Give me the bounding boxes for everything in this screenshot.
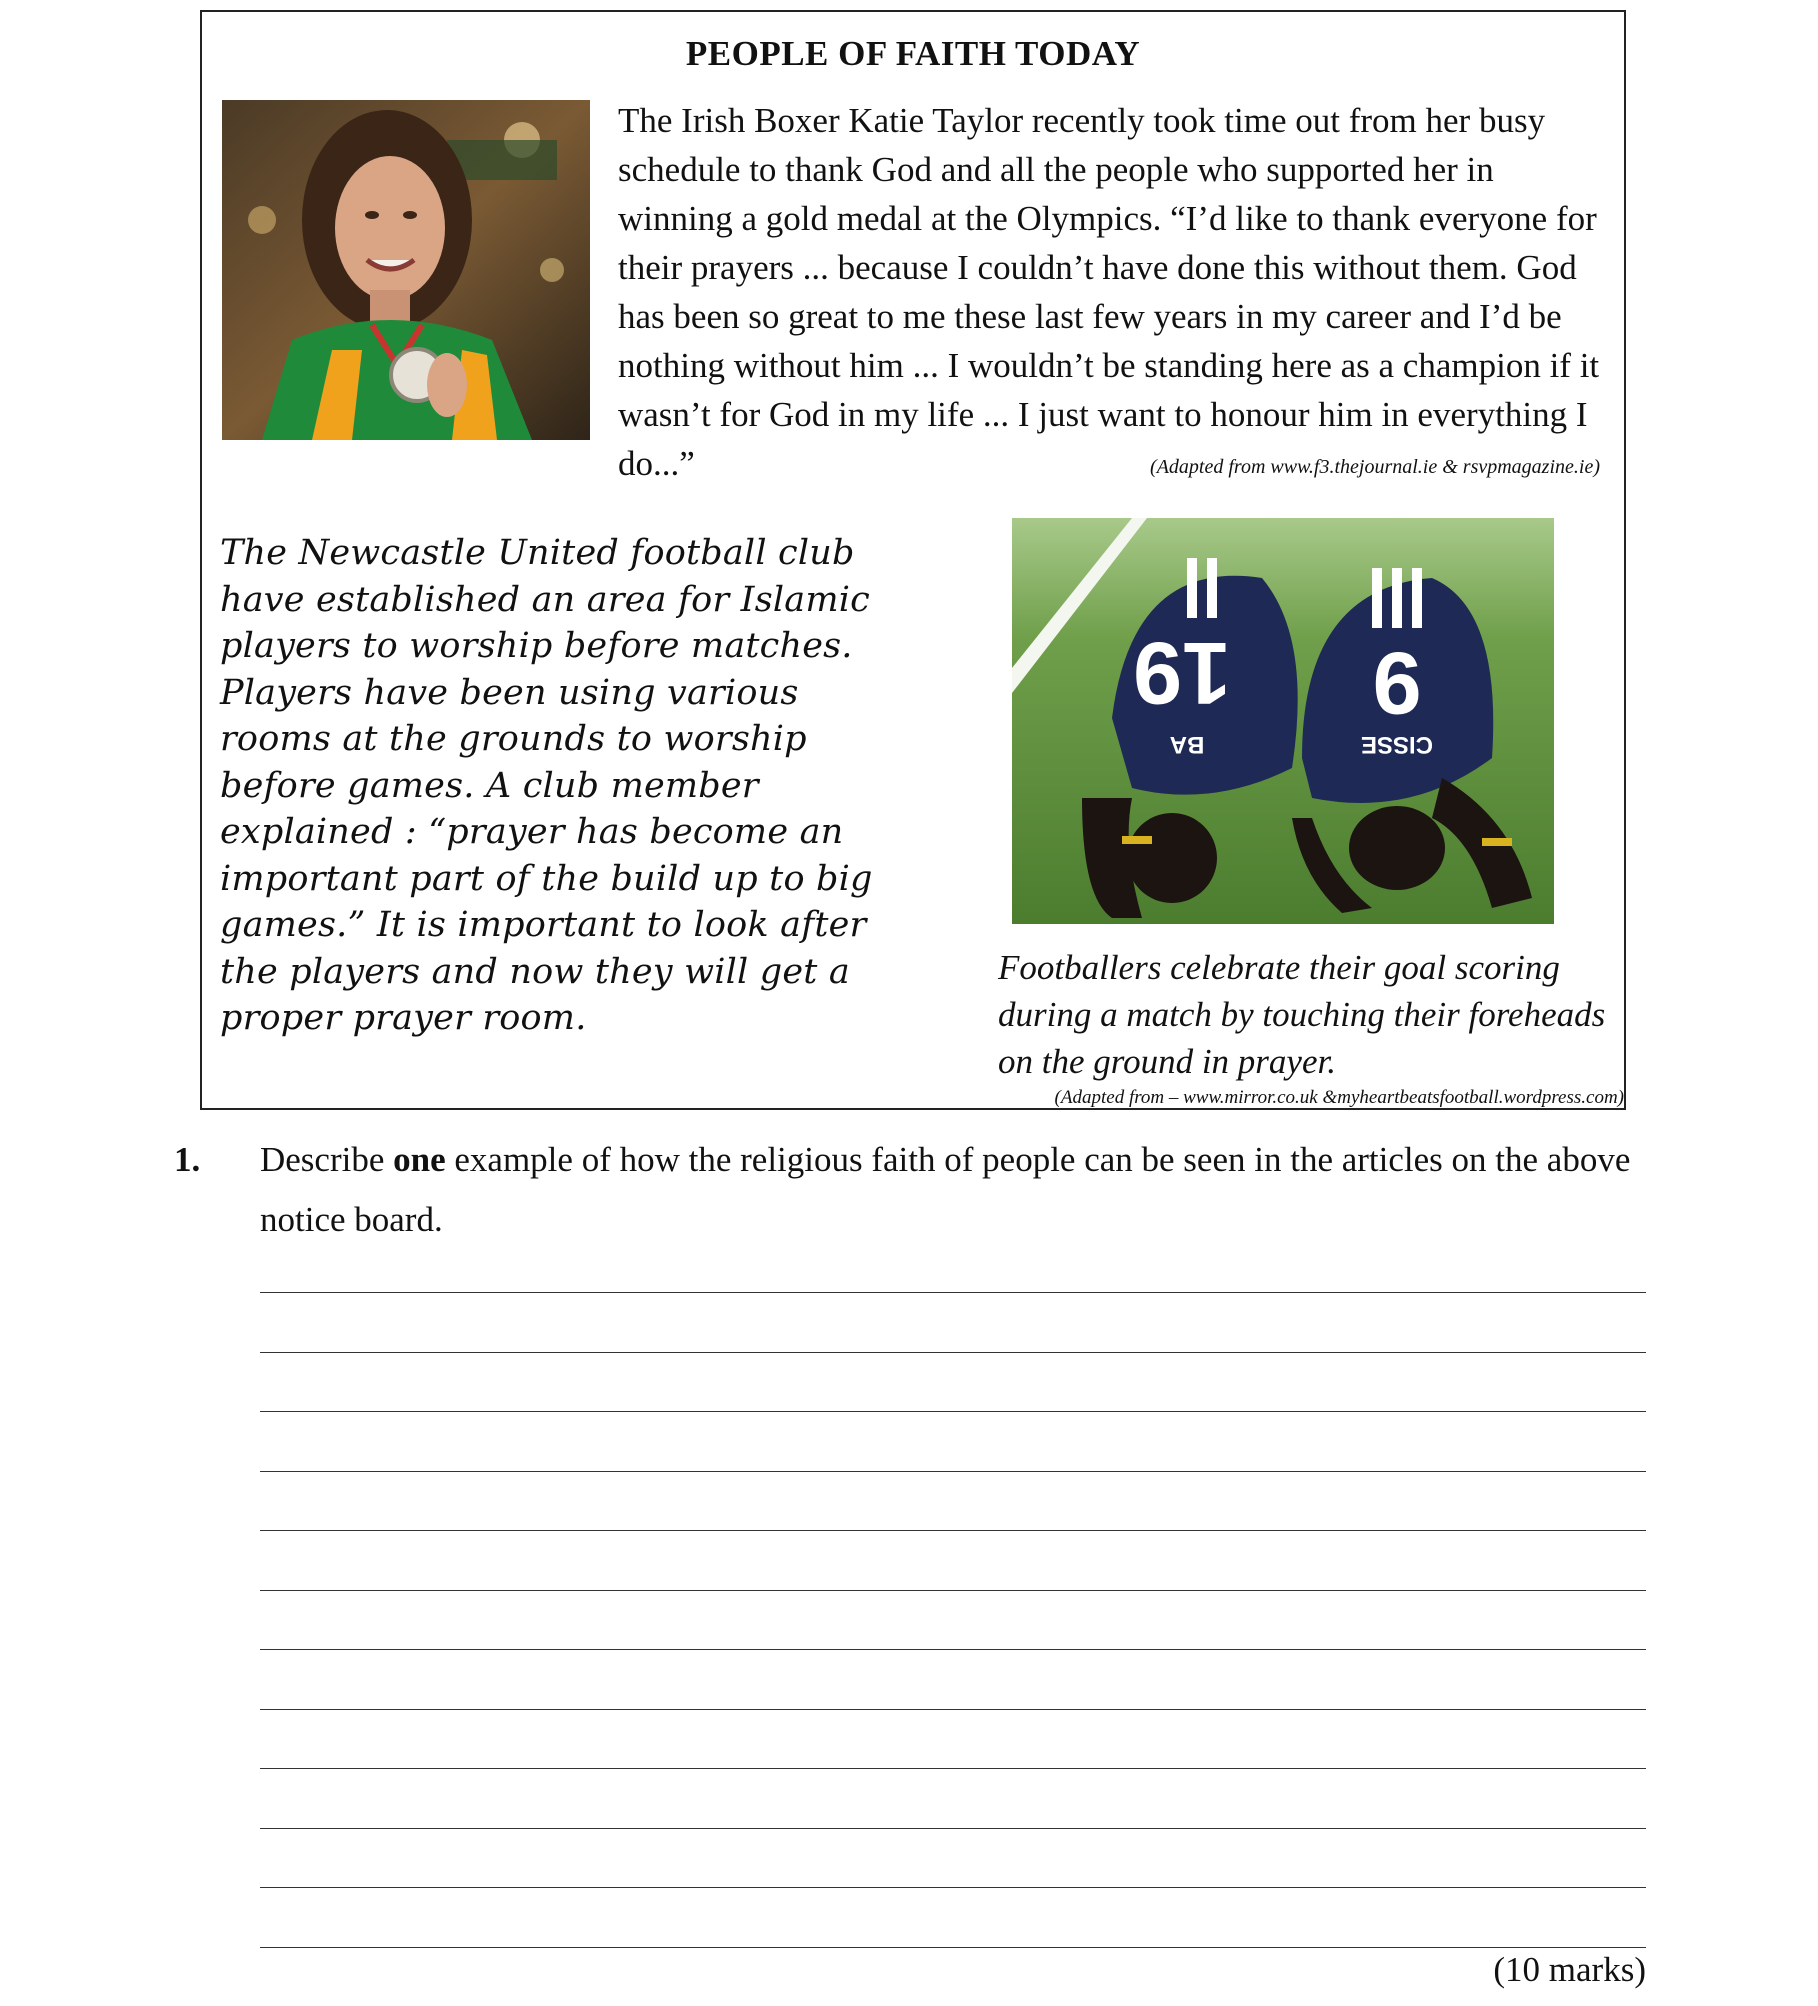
question-number: 1. — [174, 1140, 201, 1179]
question-text-end: example of how the religious faith of people can be seen in the articles on the above notice board. — [260, 1140, 1631, 1239]
answer-line[interactable] — [260, 1292, 1646, 1293]
question-text — [260, 1130, 1660, 1250]
katie-taylor-photo — [222, 100, 590, 440]
footballers-source: (Adapted from – www.mirror.co.uk &myheartbeatsfootball.wordpress.com) — [1054, 1087, 1624, 1108]
answer-line[interactable] — [260, 1352, 1646, 1353]
left-jersey-name: BA — [1169, 731, 1205, 758]
footballers-praying-photo — [1012, 518, 1554, 924]
newcastle-article: The Newcastle United football club have established an area for Islamic players to worship before matches. Players have been using various rooms at the grounds to worship before games. A club member explained : “prayer has become an important part of the build up to big games.” It is important to look after the players and now they will get a proper prayer room. — [220, 533, 873, 1038]
answer-line[interactable] — [260, 1649, 1646, 1650]
answer-line[interactable] — [260, 1411, 1646, 1412]
answer-line[interactable] — [260, 1768, 1646, 1769]
question-text-emphasis: one — [393, 1140, 446, 1179]
board-title: PEOPLE OF FAITH TODAY — [685, 34, 1141, 73]
question-text-start: Describe — [260, 1140, 394, 1179]
right-jersey-number: 9 — [1372, 634, 1422, 733]
answer-area[interactable] — [260, 1292, 1646, 2006]
footballers-caption: Footballers celebrate their goal scoring during a match by touching their foreheads on the ground in prayer. — [998, 948, 1606, 1081]
answer-line[interactable] — [260, 1947, 1646, 1948]
left-jersey-number: 19 — [1133, 624, 1231, 723]
answer-line[interactable] — [260, 1828, 1646, 1829]
answer-line[interactable] — [260, 1590, 1646, 1591]
notice-board — [200, 10, 1626, 1110]
right-jersey-name: CISSE — [1360, 731, 1434, 758]
answer-line[interactable] — [260, 1709, 1646, 1710]
katie-article-source: (Adapted from www.f3.thejournal.ie & rsvpmagazine.ie) — [1150, 456, 1600, 478]
answer-line[interactable] — [260, 1530, 1646, 1531]
answer-line[interactable] — [260, 1887, 1646, 1888]
answer-line[interactable] — [260, 1471, 1646, 1472]
marks-label: (10 marks) — [1493, 1950, 1646, 1989]
katie-taylor-article: The Irish Boxer Katie Taylor recently took time out from her busy schedule to thank God and all the people who supported her in winning a gold medal at the Olympics. “I’d like to thank everyone for their prayers ... because I couldn’t have done this without them. God has been so great to me these last few years in my career and I’d be nothing without him ... I wouldn’t be standing here as a champion if it wasn’t for God in my life ... I just want to honour him in everything I do...” — [618, 101, 1600, 483]
